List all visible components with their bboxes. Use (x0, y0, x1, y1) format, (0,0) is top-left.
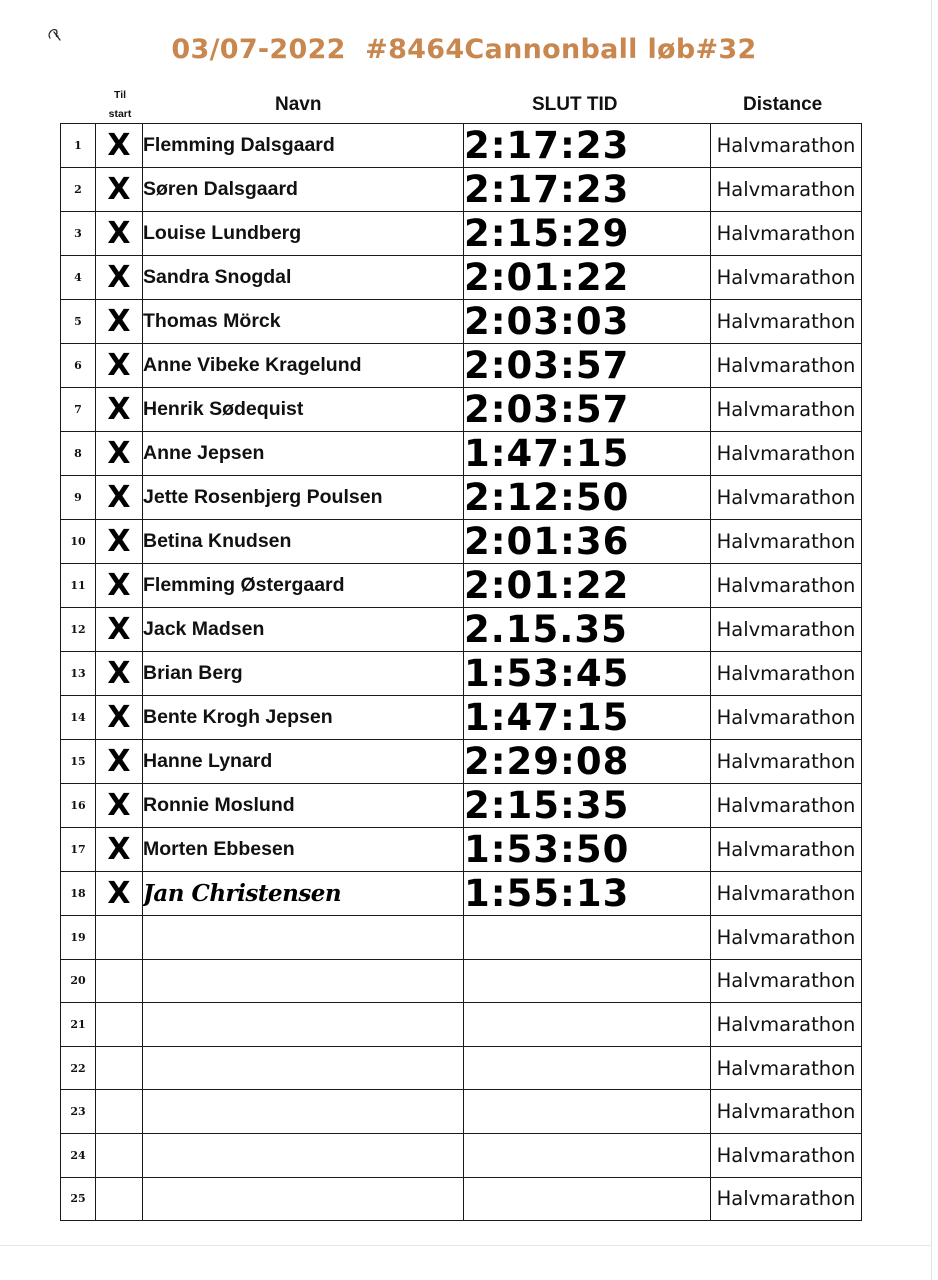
row-number: 6 (61, 344, 96, 388)
row-number: 22 (61, 1046, 96, 1090)
distance-cell: Halvmarathon (711, 124, 862, 168)
distance-cell: Halvmarathon (711, 168, 862, 212)
distance-cell: Halvmarathon (711, 520, 862, 564)
start-checkmark (96, 916, 143, 960)
row-number: 3 (61, 212, 96, 256)
header-til-start-line1: Til (113, 89, 127, 101)
start-checkmark: X (96, 432, 143, 476)
runner-name (143, 1046, 464, 1090)
finish-time: 1:53:50 (464, 828, 711, 872)
finish-time: 2:03:57 (464, 388, 711, 432)
start-checkmark (96, 1090, 143, 1134)
distance-cell: Halvmarathon (711, 432, 862, 476)
finish-time: 2:03:03 (464, 300, 711, 344)
table-row (61, 388, 862, 432)
runner-name (143, 916, 464, 960)
distance-cell: Halvmarathon (711, 652, 862, 696)
results-table-body (61, 124, 862, 1221)
runner-name: Jette Rosenbjerg Poulsen (143, 476, 464, 520)
row-number: 1 (61, 124, 96, 168)
table-row (61, 608, 862, 652)
start-checkmark: X (96, 564, 143, 608)
start-checkmark: X (96, 388, 143, 432)
start-checkmark (96, 1046, 143, 1090)
row-number: 4 (61, 256, 96, 300)
table-row (61, 124, 862, 168)
table-row (61, 520, 862, 564)
start-checkmark: X (96, 740, 143, 784)
table-row (61, 1046, 862, 1090)
table-row (61, 916, 862, 960)
start-checkmark: X (96, 300, 143, 344)
start-checkmark: X (96, 344, 143, 388)
distance-cell: Halvmarathon (711, 1003, 862, 1047)
start-checkmark: X (96, 652, 143, 696)
start-checkmark: X (96, 828, 143, 872)
table-row (61, 432, 862, 476)
table-row (61, 1003, 862, 1047)
row-number: 21 (61, 1003, 96, 1047)
distance-cell: Halvmarathon (711, 959, 862, 1003)
finish-time: 2:01:22 (464, 256, 711, 300)
row-number: 8 (61, 432, 96, 476)
distance-cell: Halvmarathon (711, 212, 862, 256)
start-checkmark: X (96, 168, 143, 212)
runner-name: Søren Dalsgaard (143, 168, 464, 212)
row-number: 16 (61, 784, 96, 828)
start-checkmark: X (96, 872, 143, 916)
runner-name: Flemming Østergaard (143, 564, 464, 608)
start-checkmark: X (96, 124, 143, 168)
finish-time: 2:01:22 (464, 564, 711, 608)
distance-cell: Halvmarathon (711, 388, 862, 432)
runner-name: Betina Knudsen (143, 520, 464, 564)
runner-name: Ronnie Moslund (143, 784, 464, 828)
runner-name: Flemming Dalsgaard (143, 124, 464, 168)
table-row (61, 1090, 862, 1134)
row-number: 24 (61, 1133, 96, 1177)
table-row (61, 740, 862, 784)
start-checkmark: X (96, 212, 143, 256)
runner-name (143, 1133, 464, 1177)
table-row (61, 300, 862, 344)
row-number: 17 (61, 828, 96, 872)
row-number: 10 (61, 520, 96, 564)
finish-time: 1:55:13 (464, 872, 711, 916)
distance-cell: Halvmarathon (711, 256, 862, 300)
header-slut-tid: SLUT TID (532, 94, 618, 115)
distance-cell: Halvmarathon (711, 1133, 862, 1177)
distance-cell: Halvmarathon (711, 828, 862, 872)
distance-cell: Halvmarathon (711, 1046, 862, 1090)
start-checkmark (96, 1133, 143, 1177)
header-til-start (98, 86, 142, 124)
finish-time (464, 1177, 711, 1221)
page-bottom-edge (0, 1245, 932, 1246)
finish-time: 2:17:23 (464, 168, 711, 212)
table-row (61, 168, 862, 212)
finish-time: 1:47:15 (464, 696, 711, 740)
table-row (61, 872, 862, 916)
distance-cell: Halvmarathon (711, 564, 862, 608)
distance-cell: Halvmarathon (711, 300, 862, 344)
finish-time: 2:15:29 (464, 212, 711, 256)
table-row (61, 959, 862, 1003)
start-checkmark: X (96, 520, 143, 564)
distance-cell: Halvmarathon (711, 872, 862, 916)
table-row (61, 828, 862, 872)
runner-name (143, 959, 464, 1003)
table-row (61, 652, 862, 696)
start-checkmark: X (96, 784, 143, 828)
finish-time (464, 959, 711, 1003)
distance-cell: Halvmarathon (711, 608, 862, 652)
table-row (61, 1177, 862, 1221)
runner-name: Thomas Mörck (143, 300, 464, 344)
finish-time (464, 1046, 711, 1090)
row-number: 25 (61, 1177, 96, 1221)
table-row (61, 256, 862, 300)
finish-time (464, 1090, 711, 1134)
runner-name: Jack Madsen (143, 608, 464, 652)
runner-name (143, 1090, 464, 1134)
finish-time: 2:15:35 (464, 784, 711, 828)
distance-cell: Halvmarathon (711, 696, 862, 740)
finish-time: 1:53:45 (464, 652, 711, 696)
header-distance: Distance (743, 94, 823, 115)
finish-time: 2:03:57 (464, 344, 711, 388)
runner-name: Henrik Sødequist (143, 388, 464, 432)
table-row (61, 212, 862, 256)
header-navn: Navn (275, 94, 322, 115)
page-title: 03/07-2022 #8464Cannonball løb#32 (171, 34, 757, 65)
start-checkmark: X (96, 256, 143, 300)
finish-time (464, 916, 711, 960)
runner-name: Louise Lundberg (143, 212, 464, 256)
start-checkmark (96, 959, 143, 1003)
row-number: 7 (61, 388, 96, 432)
runner-name (143, 1003, 464, 1047)
page-edge (931, 0, 932, 1280)
finish-time: 2.15.35 (464, 608, 711, 652)
row-number: 18 (61, 872, 96, 916)
start-checkmark: X (96, 696, 143, 740)
row-number: 15 (61, 740, 96, 784)
row-number: 11 (61, 564, 96, 608)
runner-name: Bente Krogh Jepsen (143, 696, 464, 740)
row-number: 13 (61, 652, 96, 696)
distance-cell: Halvmarathon (711, 740, 862, 784)
distance-cell: Halvmarathon (711, 1090, 862, 1134)
row-number: 19 (61, 916, 96, 960)
table-row (61, 1133, 862, 1177)
row-number: 14 (61, 696, 96, 740)
runner-name: Jan Christensen (143, 872, 464, 916)
finish-time: 2:17:23 (464, 124, 711, 168)
start-checkmark: X (96, 476, 143, 520)
row-number: 20 (61, 959, 96, 1003)
finish-time: 1:47:15 (464, 432, 711, 476)
finish-time: 2:01:36 (464, 520, 711, 564)
runner-name (143, 1177, 464, 1221)
runner-name: Sandra Snogdal (143, 256, 464, 300)
table-row (61, 784, 862, 828)
runner-name: Hanne Lynard (143, 740, 464, 784)
finish-time: 2:29:08 (464, 740, 711, 784)
finish-time (464, 1003, 711, 1047)
row-number: 2 (61, 168, 96, 212)
table-row (61, 696, 862, 740)
runner-name: Anne Vibeke Kragelund (143, 344, 464, 388)
results-table (60, 123, 862, 1221)
finish-time (464, 1133, 711, 1177)
finish-time: 2:12:50 (464, 476, 711, 520)
start-checkmark: X (96, 608, 143, 652)
distance-cell: Halvmarathon (711, 344, 862, 388)
header-til-start-line2: start (108, 108, 132, 120)
row-number: 23 (61, 1090, 96, 1134)
distance-cell: Halvmarathon (711, 476, 862, 520)
runner-name: Brian Berg (143, 652, 464, 696)
distance-cell: Halvmarathon (711, 784, 862, 828)
start-checkmark (96, 1177, 143, 1221)
start-checkmark (96, 1003, 143, 1047)
table-row (61, 476, 862, 520)
distance-cell: Halvmarathon (711, 1177, 862, 1221)
row-number: 5 (61, 300, 96, 344)
runner-name: Anne Jepsen (143, 432, 464, 476)
row-number: 9 (61, 476, 96, 520)
row-number: 12 (61, 608, 96, 652)
runner-name: Morten Ebbesen (143, 828, 464, 872)
table-row (61, 564, 862, 608)
table-row (61, 344, 862, 388)
distance-cell: Halvmarathon (711, 916, 862, 960)
